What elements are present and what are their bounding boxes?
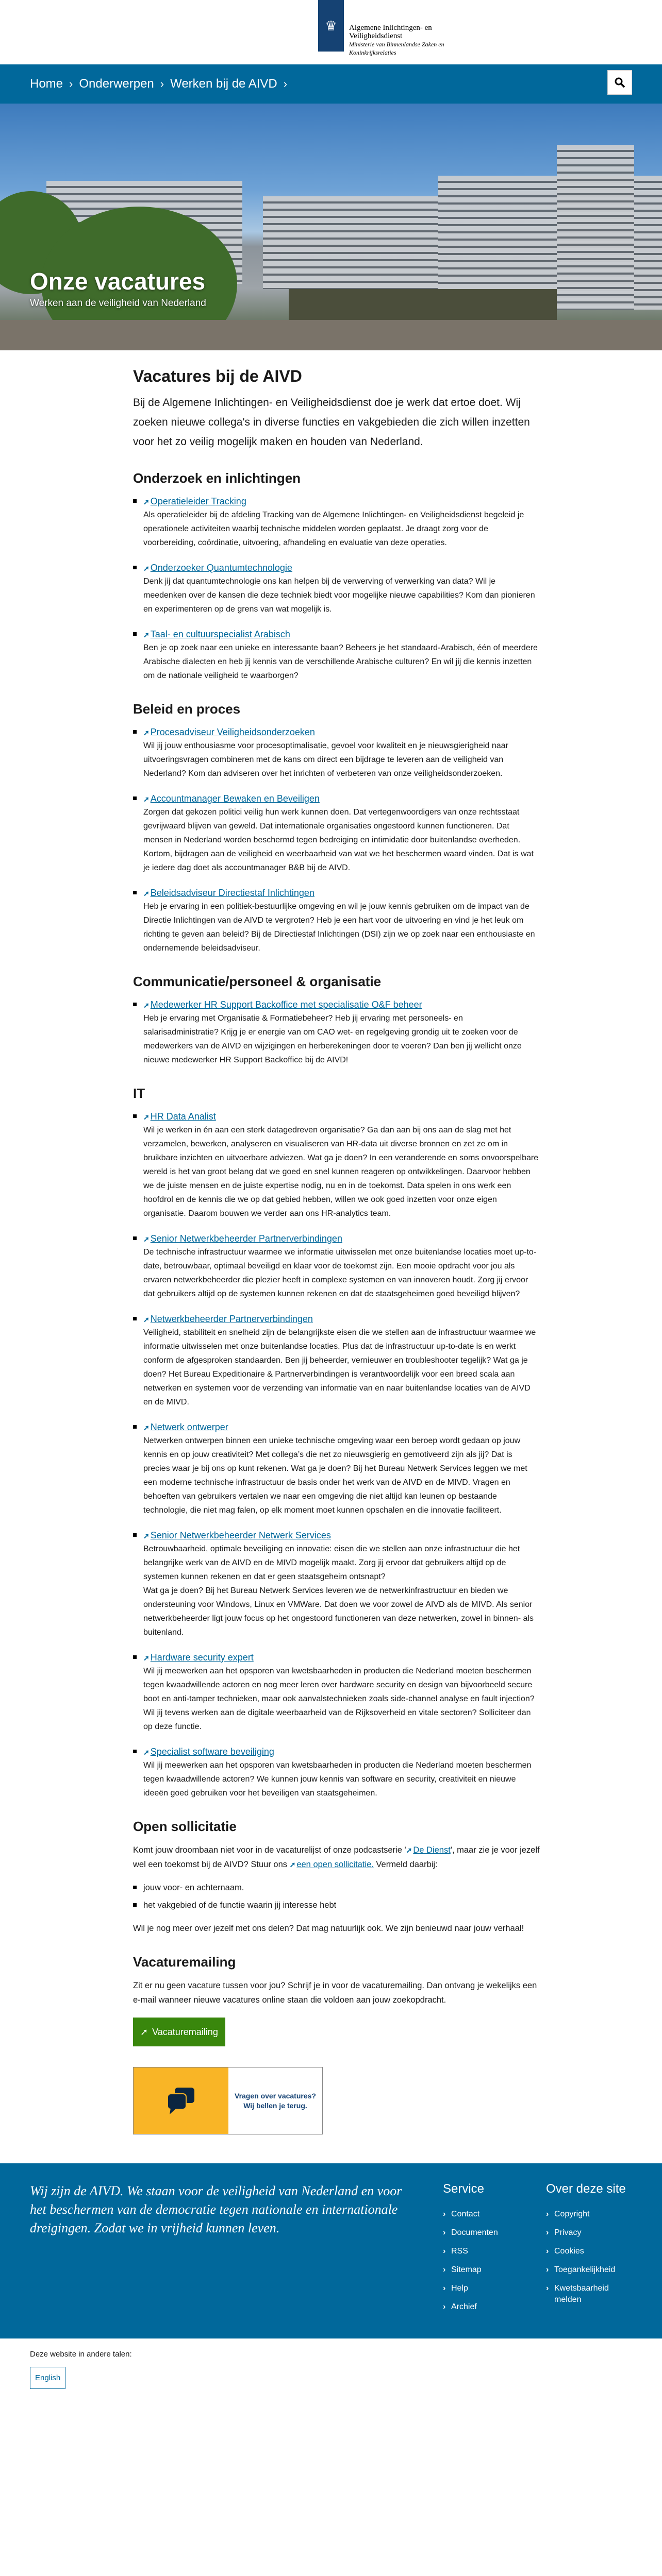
vacancy-description: Wil jij jouw enthousiasme voor procesoptimalisatie, gevoel voor kwaliteit en je nieuwsgierigheid naar uitvoeringsvragen combineren met de kans om direct een bijdrage te leveren aan de veiligheid van Nederland? Kom dan adviseren over het inrichten of verbeteren van onze veiligheidsonderzoeken. [143,741,508,778]
vacancy-sections [133,470,540,1800]
footer-service [443,2182,498,2320]
vacancy-link[interactable]: Operatieleider Tracking [150,496,246,506]
footer-link[interactable]: › Archief [443,2301,498,2313]
external-link-icon: ➚ [143,1532,150,1540]
road-image [0,320,662,350]
external-link-icon: ➚ [143,795,150,803]
intro-text: Bij de Algemene Inlichtingen- en Veiligheidsdienst doe je werk dat ertoe doet. Wij zoeken nieuwe collega's in diverse functies en vakgebieden die zich willen inzetten voor het zo veilig mogelijk maken en houden van Nederland. [133,397,530,448]
vacancy-link[interactable]: Onderzoeker Quantumtechnologie [150,563,292,573]
external-link-icon: ➚ [143,889,150,897]
vacancy-description: Zorgen dat gekozen politici veilig hun werk kunnen doen. Dat vertegenwoordigers van onze rechtsstaat gevrijwaard blijven van geweld. Dat internationale organisaties ongestoord kunnen functioneren. Dat mensen in Nederland worden beschermd tegen bedreiging en intimidatie door buitenlandse overheden. Kortom, bijdragen aan de veiligheid en weerbaarheid van wat we het beschermen waard vinden. Dat is wat je iedere dag doet als accountmanager B&B bij de AIVD. [143,808,534,872]
vacaturemailing-button[interactable] [133,2018,225,2046]
footer-link[interactable]: › Documenten [443,2227,498,2239]
footer-links [546,2209,626,2306]
footer-link[interactable]: › Kwetsbaarheid melden [546,2283,623,2306]
hero-banner [0,104,662,350]
water-image [289,289,557,320]
vacancy-list [133,998,540,1067]
footer-link[interactable]: › Sitemap [443,2264,498,2276]
vacancy-item [133,628,540,683]
footer-slogan: Wij zijn de AIVD. We staan voor de veiligheid van Nederland en voor het beschermen van de democratie tegen nationale en internationale dreigingen. Zodat we in vrijheid kunnen leven. [30,2183,402,2235]
vacancy-list [133,725,540,955]
list-item: jouw voor- en achternaam. [133,1879,540,1896]
vacancy-description: Ben je op zoek naar een unieke en interessante baan? Beheers je het standaard-Arabisch, één of meerdere Arabische dialecten en heb jij kennis van de verschillende Arabische culturen? En wil jij die kennis inzetten om de nationale veiligheid te waarborgen? [143,643,538,680]
vacancy-item [133,1110,540,1221]
breadcrumb [30,77,293,91]
vacancy-list [133,495,540,683]
footer-link[interactable]: › Copyright [546,2209,623,2220]
vacancy-link[interactable]: Netwerkbeheerder Partnerverbindingen [150,1314,313,1324]
footer-about [546,2182,626,2313]
callback-banner[interactable] [133,2067,323,2134]
footer-heading: Over deze site [546,2182,626,2196]
external-link-icon: ➚ [143,1423,150,1432]
section-title: Beleid en proces [133,701,241,717]
vacancy-description: De technische infrastructuur waarmee we informatie uitwisselen met onze buitenlandse locaties moet up-to-date, betrouwbaar, optimaal beveiligd en klaar voor de toekomst zijn. Een mooie opdracht voor jou als ervaren netwerkbeheerder die plezier heeft in complexe systemen en van innoveren houdt. Zorg jij ervoor dat gebruikers altijd op de systemen kunnen rekenen en dat de staatsgeheimen goed beveiligd blijven? [143,1248,537,1298]
footer-link[interactable]: › RSS [443,2246,498,2257]
vacancy-description: Veiligheid, stabiliteit en snelheid zijn de belangrijkste eisen die we stellen aan de infrastructuur waarmee we informatie uitwisselen met onze buitenlandse locaties. Plus dat de infrastructuur up-to-date is en werkt conform de afgesproken standaarden. Ben jij beheerder, vernieuwer en troubleshooter tegelijk? Wat ga je doen? Het Bureau Expeditionaire & Partnerverbindingen is verantwoordelijk voor een breed scala aan netwerken en systemen voor de verzending van informatie van en naar buitenlandse locaties van de AIVD en de MIVD. [143,1328,536,1406]
text: Komt jouw droombaan niet voor in de vacaturelijst of onze podcastserie ' [133,1845,406,1855]
building-image [263,196,438,289]
external-link-icon: ➚ [143,1315,150,1324]
external-link-icon: ➚ [143,1654,150,1662]
vacancy-description: Heb je ervaring met Organisatie & Formatiebeheer? Heb jij ervaring met personeels- en salarisadministratie? Krijg je er energie van om CAO wet- en regelgeving grondig uit te zoeken voor de medewerkers van de AIVD en wijzigingen en herberekeningen door te voeren? Dan ben jij wellicht onze nieuwe medewerker HR Support Backoffice bij de AIVD! [143,1014,522,1064]
ministry-name: Ministerie van Binnenlandse Zaken en [349,41,444,48]
vacancy-item [133,1232,540,1301]
external-link-icon: ➚ [140,2026,148,2037]
vacancy-item [133,561,540,616]
vacancy-description: Wil jij meewerken aan het opsporen van kwetsbaarheden in producten die Nederland moeten beschermen tegen kwaadwillende actoren en nog meer leren over hardware security en design van bijvoorbeeld secure boot en anti-tamper technieken, maar ook aanvalstechnieken zoals side-channel analyse en fault injection? Wil jij tevens werken aan de digitale weerbaarheid van de Rijksoverheid en vitale sectoren? Solliciteer dan op deze functie. [143,1667,535,1731]
section-title: Onderzoek en inlichtingen [133,470,301,486]
external-link-icon: ➚ [143,1113,150,1121]
vacancy-item [133,792,540,875]
open-application-link[interactable]: een open sollicitatie. [296,1860,374,1869]
vacancy-description: Heb je ervaring in een politiek-bestuurlijke omgeving en wil je jouw kennis gebruiken om de impact van de Directie Inlichtingen van de AIVD te vergroten? Heb je een hart voor de uitvoering en vind je het leuk om richting te geven aan beleid? Bij de Directiestaf Inlichtingen (DSI) zijn we op zoek naar een enthousiaste en ondernemende beleidsadviseur. [143,902,535,953]
breadcrumb-home[interactable]: Home [30,77,63,91]
hero-subtitle: Werken aan de veiligheid van Nederland [30,298,206,309]
callback-text [228,2067,322,2134]
vacancy-item [133,886,540,955]
hero-title: Onze vacatures [30,268,206,295]
button-label: Vacaturemailing [152,2026,218,2037]
language-english-button[interactable]: English [30,2367,65,2389]
vacancy-item [133,495,540,550]
building-image [557,145,634,310]
breadcrumb-werken[interactable]: Werken bij de AIVD [170,77,277,91]
chevron-right-icon: › [69,77,73,90]
vacancy-link[interactable]: Medewerker HR Support Backoffice met specialisatie O&F beheer [150,999,422,1010]
external-link-icon: ➚ [143,498,150,506]
vacancy-link[interactable]: Senior Netwerkbeheerder Partnerverbindingen [150,1233,342,1244]
list-item: het vakgebied of de functie waarin jij interesse hebt [133,1896,540,1914]
requirements-list [133,1879,540,1914]
site-header [0,0,662,64]
footer-link[interactable]: › Cookies [546,2246,623,2257]
vacancy-list [133,1110,540,1800]
footer-link[interactable]: › Help [443,2283,498,2294]
footer [0,2163,662,2338]
footer-links [443,2209,498,2313]
vacancy-description: Wil je werken in én aan een sterk datagedreven organisatie? Ga dan aan bij ons aan de slag met het verzamelen, bewerken, analyseren en visualiseren van HR-data uit diverse bronnen en zet ze om in bruikbare inzichten en uitvoerbare adviezen. Wat ga je doen? In een veranderende en soms onvoorspelbare wereld is het van groot belang dat we goed en snel kunnen reageren op ontwikkelingen. Daarvoor hebben we de juiste mensen en de juiste expertise nodig, nu en in de toekomst. Data spelen in ons werk een hoofdrol en de kennis die we op dat gebied hebben, willen we ook goed inzetten voor onze eigen organisatie. Daarom bouwen we verder aan ons HR-analytics team. [143,1126,539,1218]
text: Vermeld daarbij: [373,1860,438,1869]
page-title: Vacatures bij de AIVD [133,367,302,385]
breadcrumb-onderwerpen[interactable]: Onderwerpen [79,77,154,91]
logo-text [344,0,444,57]
text: ', maar zie je voor jezelf wel een toekomst bij de AIVD? Stuur ons [133,1845,540,1869]
vacancy-item [133,725,540,781]
vacancy-link[interactable]: Accountmanager Bewaken en Beveiligen [150,793,320,804]
footer-heading: Service [443,2182,485,2196]
language-section [0,2338,662,2397]
vacancy-item [133,1312,540,1409]
section-title: IT [133,1086,145,1101]
main-content [133,350,540,2134]
open-application-text [133,1843,540,1872]
vacancy-description: Denk jij dat quantumtechnologie ons kan helpen bij de verwerving of verwerking van data? Wil je meedenken over de kansen die deze techniek biedt voor mogelijke nieuwe capabilities? Kom dan pionieren en experimenteren op de grens van wat mogelijk is. [143,577,535,614]
vacancy-item [133,1420,540,1517]
section-title: Vacaturemailing [133,1954,236,1970]
vacancy-link[interactable]: Beleidsadviseur Directiestaf Inlichtingen [150,888,315,898]
vacancy-description: Als operatieleider bij de afdeling Tracking van de Algemene Inlichtingen- en Veiligheidsdienst begeleid je operationele activiteiten waarbij technische middelen worden geplaatst. Je draagt zorg voor de voorbereiding, coördinatie, uitvoering, afhandeling en evaluatie van deze operaties. [143,511,524,547]
external-link-icon: ➚ [406,1846,412,1854]
ministry-name: Koninkrijksrelaties [349,49,396,56]
vacancy-description: Netwerken ontwerpen binnen een unieke technische omgeving waar een beroep wordt gedaan op jouw kennis en op jouw creativiteit? Met collega’s die net zo nieuwsgierig en gemotiveerd zijn als jij? Dat is precies waar je bij ons op kunt rekenen. Wat ga je doen? Bij het Bureau Netwerk Services leggen we met een moderne technische infrastructuur de basis onder het werk van de AIVD en de MIVD. Vragen en behoeften van gebruikers vertalen we naar een omgeving die niet altijd kan leunen op bestaande technologie, die niet mag falen, op elk moment moet kunnen opschalen en die innovatie faciliteert. [143,1436,527,1515]
external-link-icon: ➚ [143,1235,150,1243]
vacancy-item [133,998,540,1067]
vacancy-link[interactable]: Hardware security expert [150,1652,254,1663]
external-link-icon: ➚ [143,728,150,737]
chevron-right-icon: › [283,77,288,90]
vacancy-link[interactable]: Procesadviseur Veiligheidsonderzoeken [150,727,315,737]
vacancy-link[interactable]: HR Data Analist [150,1111,216,1122]
footer-link[interactable]: › Contact [443,2209,498,2220]
external-link-icon: ➚ [143,1748,150,1756]
vacancy-item [133,1745,540,1800]
external-link-icon: ➚ [143,1001,150,1009]
search-icon [614,77,625,88]
vacancy-item [133,1529,540,1639]
vacancy-item [133,1651,540,1734]
section-title: Open sollicitatie [133,1819,237,1834]
coat-of-arms-icon: ♛ [318,0,344,52]
org-name: Algemene Inlichtingen- en [349,24,432,32]
podcast-link[interactable]: De Dienst [413,1845,451,1855]
vacancy-description: Wil jij meewerken aan het opsporen van kwetsbaarheden in producten die Nederland moeten beschermen tegen kwaadwillende actoren? We kunnen jouw kennis van software en security, creativiteit en nieuwe ideeën goed gebruiken voor het beveiligen van staatsgeheimen. [143,1761,532,1798]
callback-line: Vragen over vacatures? [235,2091,316,2100]
external-link-icon: ➚ [289,1860,296,1869]
vacancy-description: Betrouwbaarheid, optimale beveiliging en innovatie: eisen die we stellen aan onze infrastructuur die het belangrijke werk van de AIVD en de MIVD mogelijk maakt. Zorg jij ervoor dat gebruikers altijd op de systemen kunnen rekenen en dat er geen staatsgeheim ontsnapt? [143,1545,520,1581]
external-link-icon: ➚ [143,564,150,572]
nav-bar [0,64,662,104]
chevron-right-icon: › [160,77,164,90]
language-label: Deze website in andere talen: [30,2350,132,2359]
footer-link[interactable]: › Toegankelijkheid [546,2264,623,2276]
vacancy-link[interactable]: Specialist software beveiliging [150,1747,274,1757]
org-name: Veiligheidsdienst [349,32,403,40]
callback-line: Wij bellen je terug. [243,2101,307,2110]
logo[interactable] [318,0,444,57]
chat-bubbles-icon [134,2067,228,2134]
external-link-icon: ➚ [143,631,150,639]
mailing-text: Zit er nu geen vacature tussen voor jou? Schrijf je in voor de vacaturemailing. Dan ontvang je wekelijks een e-mail wanneer nieuwe vacatures online staan die voldoen aan jouw zoekopdracht. [133,1981,537,2005]
section-title: Communicatie/personeel & organisatie [133,974,382,989]
vacancy-link[interactable]: Taal- en cultuurspecialist Arabisch [150,629,290,639]
vacancy-link[interactable]: Senior Netwerkbeheerder Netwerk Services [150,1530,331,1540]
vacancy-description: Wat ga je doen? Bij het Bureau Netwerk Services leveren we de netwerkinfrastructuur en bieden we ondersteuning voor Windows, Linux en VMWare. Dat doen we voor zowel de AIVD als de MIVD. Als senior netwerkbeheerder ligt jouw focus op het ongestoord functioneren van deze netwerken, zowel in binnen- als buitenland. [143,1586,534,1637]
footer-link[interactable]: › Privacy [546,2227,623,2239]
search-button[interactable] [607,70,632,95]
vacancy-link[interactable]: Netwerk ontwerper [150,1422,228,1432]
closing-text: Wil je nog meer over jezelf met ons delen? Dat mag natuurlijk ook. We zijn benieuwd naar jouw verhaal! [133,1924,524,1933]
